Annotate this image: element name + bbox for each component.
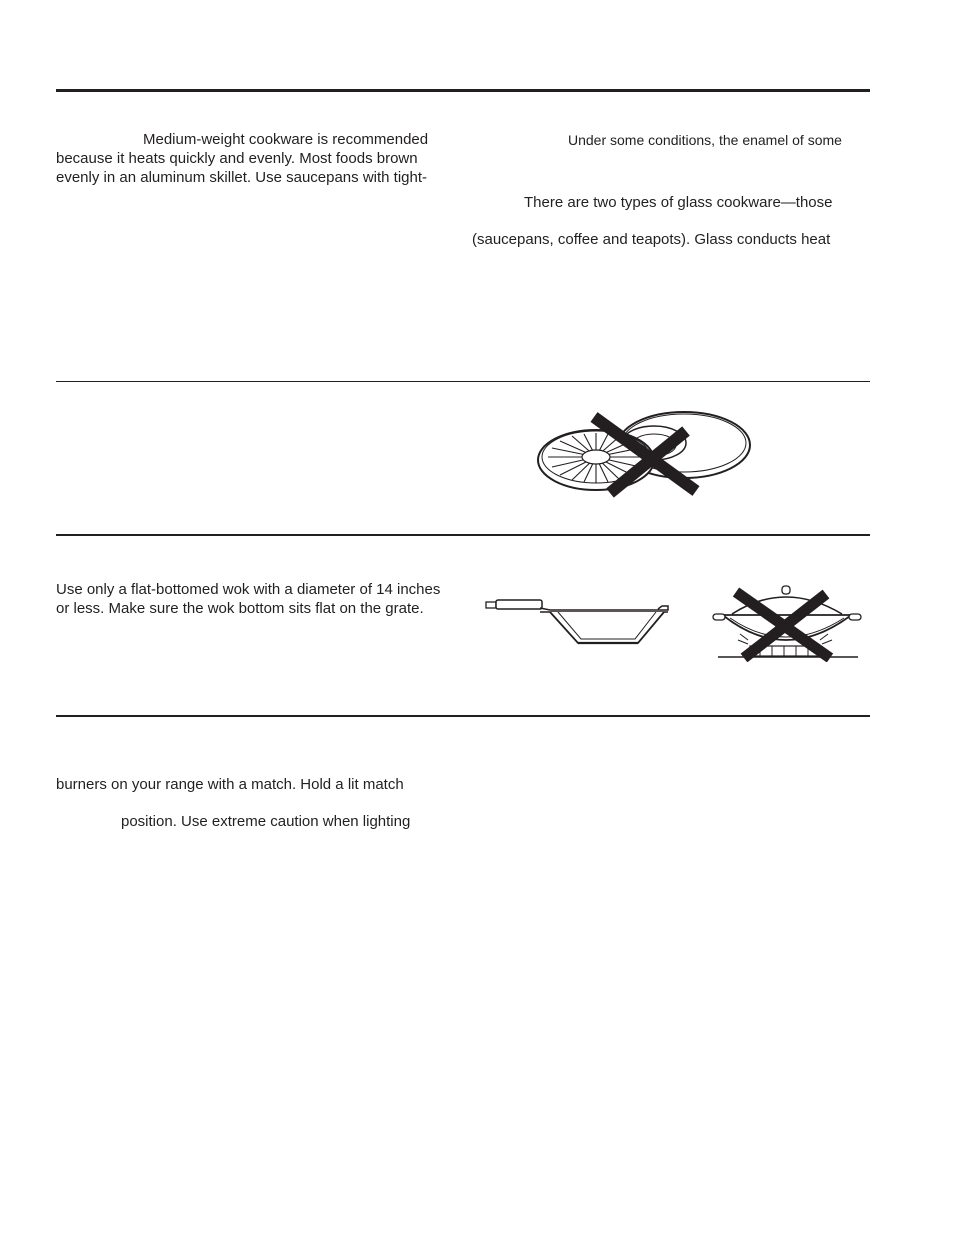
enamel-text-line: Under some conditions, the enamel of some: [568, 132, 842, 148]
top-section-rule: [56, 89, 870, 92]
section-rule-3: [56, 534, 870, 536]
lighting-text-line-2: position. Use extreme caution when lighting: [121, 813, 411, 830]
glass-text-line-1: There are two types of glass cookware—those: [524, 194, 833, 211]
stovetop-grill-not-allowed-illustration: [534, 405, 756, 500]
section-rule-2: [56, 381, 870, 382]
glass-text-line-2: (saucepans, coffee and teapots). Glass conducts heat: [472, 231, 831, 248]
flat-bottomed-wok-illustration: [482, 596, 672, 648]
wok-text-line-1: Use only a flat-bottomed wok with a diameter of 14 inches: [56, 581, 441, 598]
section-rule-4: [56, 715, 870, 717]
wok-text-line-2: or less. Make sure the wok bottom sits flat on the grate.: [56, 600, 424, 617]
round-wok-ring-not-allowed-illustration: [710, 584, 864, 662]
aluminum-text-line-3: evenly in an aluminum skillet. Use saucepans with tight-: [56, 169, 428, 186]
aluminum-text-line-2: because it heats quickly and evenly. Most foods brown: [56, 150, 418, 167]
lighting-text-line-1: burners on your range with a match. Hold a lit match: [56, 776, 404, 793]
aluminum-text-line-1: Medium-weight cookware is recommended: [143, 131, 429, 148]
